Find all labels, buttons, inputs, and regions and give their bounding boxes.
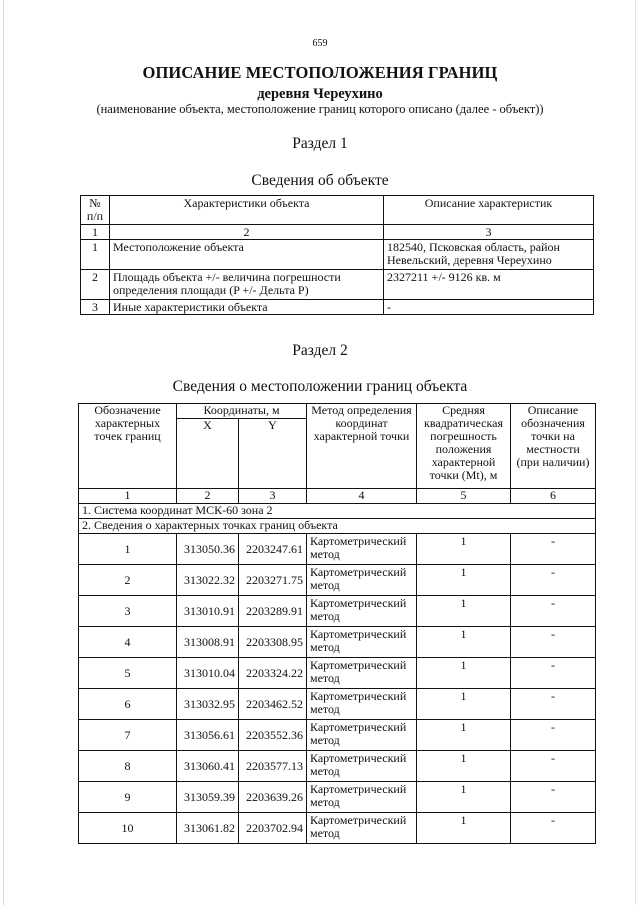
index-cell: 1: [79, 489, 177, 504]
object-name: деревня Череухино: [257, 86, 383, 102]
error-cell: 1: [417, 813, 511, 844]
table-row: [79, 751, 596, 782]
table-row: [79, 658, 596, 689]
coordinate-y: 2203552.36: [239, 720, 307, 751]
method-cell: Картометрический метод: [307, 627, 417, 658]
coordinate-x: 313032.95: [177, 689, 239, 720]
point-number: 2: [79, 565, 177, 596]
index-cell: 1: [81, 225, 110, 240]
header-y: Y: [239, 419, 307, 489]
section-1-title: Раздел 1: [292, 135, 348, 152]
header-method: Метод определения координат характерной точки: [307, 404, 417, 489]
table-row: [79, 596, 596, 627]
point-number: 7: [79, 720, 177, 751]
row-characteristic: Иные характеристики объекта: [110, 300, 384, 315]
table-row: [79, 782, 596, 813]
table-row: [81, 270, 594, 300]
header-description: Описание обозначения точки на местности (при наличии): [511, 404, 596, 489]
row-number: 2: [81, 270, 110, 300]
error-cell: 1: [417, 658, 511, 689]
coordinate-y: 2203577.13: [239, 751, 307, 782]
point-number: 8: [79, 751, 177, 782]
table-row: [79, 720, 596, 751]
coordinate-x: 313010.04: [177, 658, 239, 689]
coordinate-y: 2203308.95: [239, 627, 307, 658]
table-row: [81, 300, 594, 315]
description-cell: -: [511, 627, 596, 658]
error-cell: 1: [417, 627, 511, 658]
point-number: 1: [79, 534, 177, 565]
point-rows: [79, 534, 596, 844]
index-cell: 5: [417, 489, 511, 504]
coordinate-x: 313050.36: [177, 534, 239, 565]
description-cell: -: [511, 782, 596, 813]
row-description: 182540, Псковская область, район Невельский, деревня Череухино: [384, 240, 594, 270]
method-cell: Картометрический метод: [307, 782, 417, 813]
header-number: № п/п: [81, 196, 110, 225]
description-cell: -: [511, 689, 596, 720]
object-info-table: [80, 195, 594, 315]
coordinate-x: 313059.39: [177, 782, 239, 813]
index-cell: 6: [511, 489, 596, 504]
header-x: X: [177, 419, 239, 489]
index-cell: 3: [239, 489, 307, 504]
table-row: [79, 627, 596, 658]
table-header-row: [81, 196, 594, 225]
table-row: [79, 565, 596, 596]
coordinate-y: 2203271.75: [239, 565, 307, 596]
error-cell: 1: [417, 565, 511, 596]
error-cell: 1: [417, 689, 511, 720]
coordinate-y: 2203702.94: [239, 813, 307, 844]
object-name-caption: (наименование объекта, местоположение границ которого описано (далее - объект)): [96, 102, 544, 116]
table-index-row: [81, 225, 594, 240]
description-cell: -: [511, 720, 596, 751]
coordinate-system-row: [79, 504, 596, 519]
error-cell: 1: [417, 751, 511, 782]
point-number: 4: [79, 627, 177, 658]
coordinate-y: 2203247.61: [239, 534, 307, 565]
index-cell: 2: [110, 225, 384, 240]
row-characteristic: Местоположение объекта: [110, 240, 384, 270]
description-cell: -: [511, 565, 596, 596]
method-cell: Картометрический метод: [307, 813, 417, 844]
header-point: Обозначение характерных точек границ: [79, 404, 177, 489]
description-cell: -: [511, 751, 596, 782]
method-cell: Картометрический метод: [307, 720, 417, 751]
method-cell: Картометрический метод: [307, 751, 417, 782]
method-cell: Картометрический метод: [307, 596, 417, 627]
table-row: [81, 240, 594, 270]
point-number: 6: [79, 689, 177, 720]
row-number: 1: [81, 240, 110, 270]
table-header-row: [79, 404, 596, 419]
table-index-row: [79, 489, 596, 504]
table-row: [79, 534, 596, 565]
coordinate-y: 2203639.26: [239, 782, 307, 813]
row-number: 3: [81, 300, 110, 315]
description-cell: -: [511, 813, 596, 844]
coordinate-system-label: 1. Система координат МСК-60 зона 2: [79, 504, 596, 519]
boundary-points-table: [78, 403, 596, 844]
coordinate-y: 2203462.52: [239, 689, 307, 720]
error-cell: 1: [417, 596, 511, 627]
document-title: ОПИСАНИЕ МЕСТОПОЛОЖЕНИЯ ГРАНИЦ: [142, 63, 498, 82]
coordinate-x: 313056.61: [177, 720, 239, 751]
method-cell: Картометрический метод: [307, 689, 417, 720]
error-cell: 1: [417, 782, 511, 813]
coordinate-x: 313008.91: [177, 627, 239, 658]
point-number: 9: [79, 782, 177, 813]
header-characteristic: Характеристики объекта: [110, 196, 384, 225]
row-description: 2327211 +/- 9126 кв. м: [384, 270, 594, 300]
index-cell: 3: [384, 225, 594, 240]
error-cell: 1: [417, 720, 511, 751]
row-characteristic: Площадь объекта +/- величина погрешности определения площади (P +/- Дельта P): [110, 270, 384, 300]
section-2-heading: Сведения о местоположении границ объекта: [172, 378, 468, 395]
method-cell: Картометрический метод: [307, 658, 417, 689]
index-cell: 2: [177, 489, 239, 504]
points-section-row: [79, 519, 596, 534]
description-cell: -: [511, 596, 596, 627]
header-coordinates: Координаты, м: [177, 404, 307, 419]
page-number: 659: [312, 38, 328, 49]
point-number: 5: [79, 658, 177, 689]
header-description: Описание характеристик: [384, 196, 594, 225]
table-row: [79, 689, 596, 720]
method-cell: Картометрический метод: [307, 534, 417, 565]
point-number: 3: [79, 596, 177, 627]
header-error: Средняя квадратическая погрешность положения характерной точки (Mt), м: [417, 404, 511, 489]
section-2-title: Раздел 2: [292, 342, 348, 359]
description-cell: -: [511, 658, 596, 689]
coordinate-x: 313060.41: [177, 751, 239, 782]
coordinate-x: 313061.82: [177, 813, 239, 844]
row-description: -: [384, 300, 594, 315]
coordinate-x: 313022.32: [177, 565, 239, 596]
points-section-label: 2. Сведения о характерных точках границ объекта: [79, 519, 596, 534]
table-row: [79, 813, 596, 844]
index-cell: 4: [307, 489, 417, 504]
coordinate-x: 313010.91: [177, 596, 239, 627]
method-cell: Картометрический метод: [307, 565, 417, 596]
description-cell: -: [511, 534, 596, 565]
point-number: 10: [79, 813, 177, 844]
coordinate-y: 2203324.22: [239, 658, 307, 689]
coordinate-y: 2203289.91: [239, 596, 307, 627]
error-cell: 1: [417, 534, 511, 565]
section-1-heading: Сведения об объекте: [251, 172, 389, 189]
